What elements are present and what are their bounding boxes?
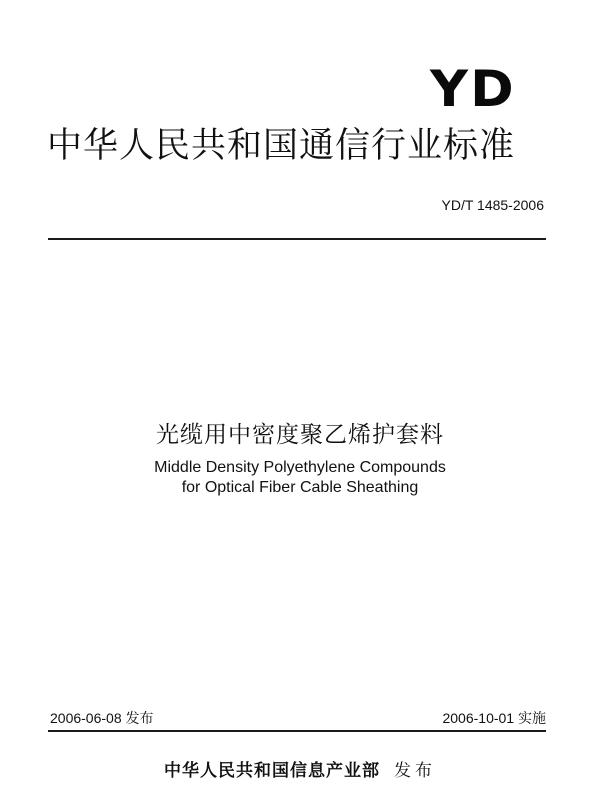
english-title-line-1: Middle Density Polyethylene Compounds [154, 459, 446, 476]
document-title-english [0, 458, 600, 498]
standard-number: YD/T 1485-2006 [441, 197, 544, 213]
issue-date: 2006-06-08 发布 [50, 710, 154, 726]
document-title-chinese: 光缆用中密度聚乙烯护套料 [156, 422, 444, 448]
yd-logo: YD [430, 60, 517, 118]
english-title-line-2: for Optical Fiber Cable Sheathing [181, 479, 419, 496]
publish-action: 发布 [394, 761, 436, 781]
implementation-date: 2006-10-01 实施 [442, 710, 546, 726]
top-divider [48, 238, 546, 240]
publisher-line [0, 756, 600, 781]
publisher-name: 中华人民共和国信息产业部 [164, 761, 380, 781]
standard-category-title: 中华人民共和国通信行业标准 [47, 126, 516, 166]
bottom-divider [48, 730, 546, 732]
